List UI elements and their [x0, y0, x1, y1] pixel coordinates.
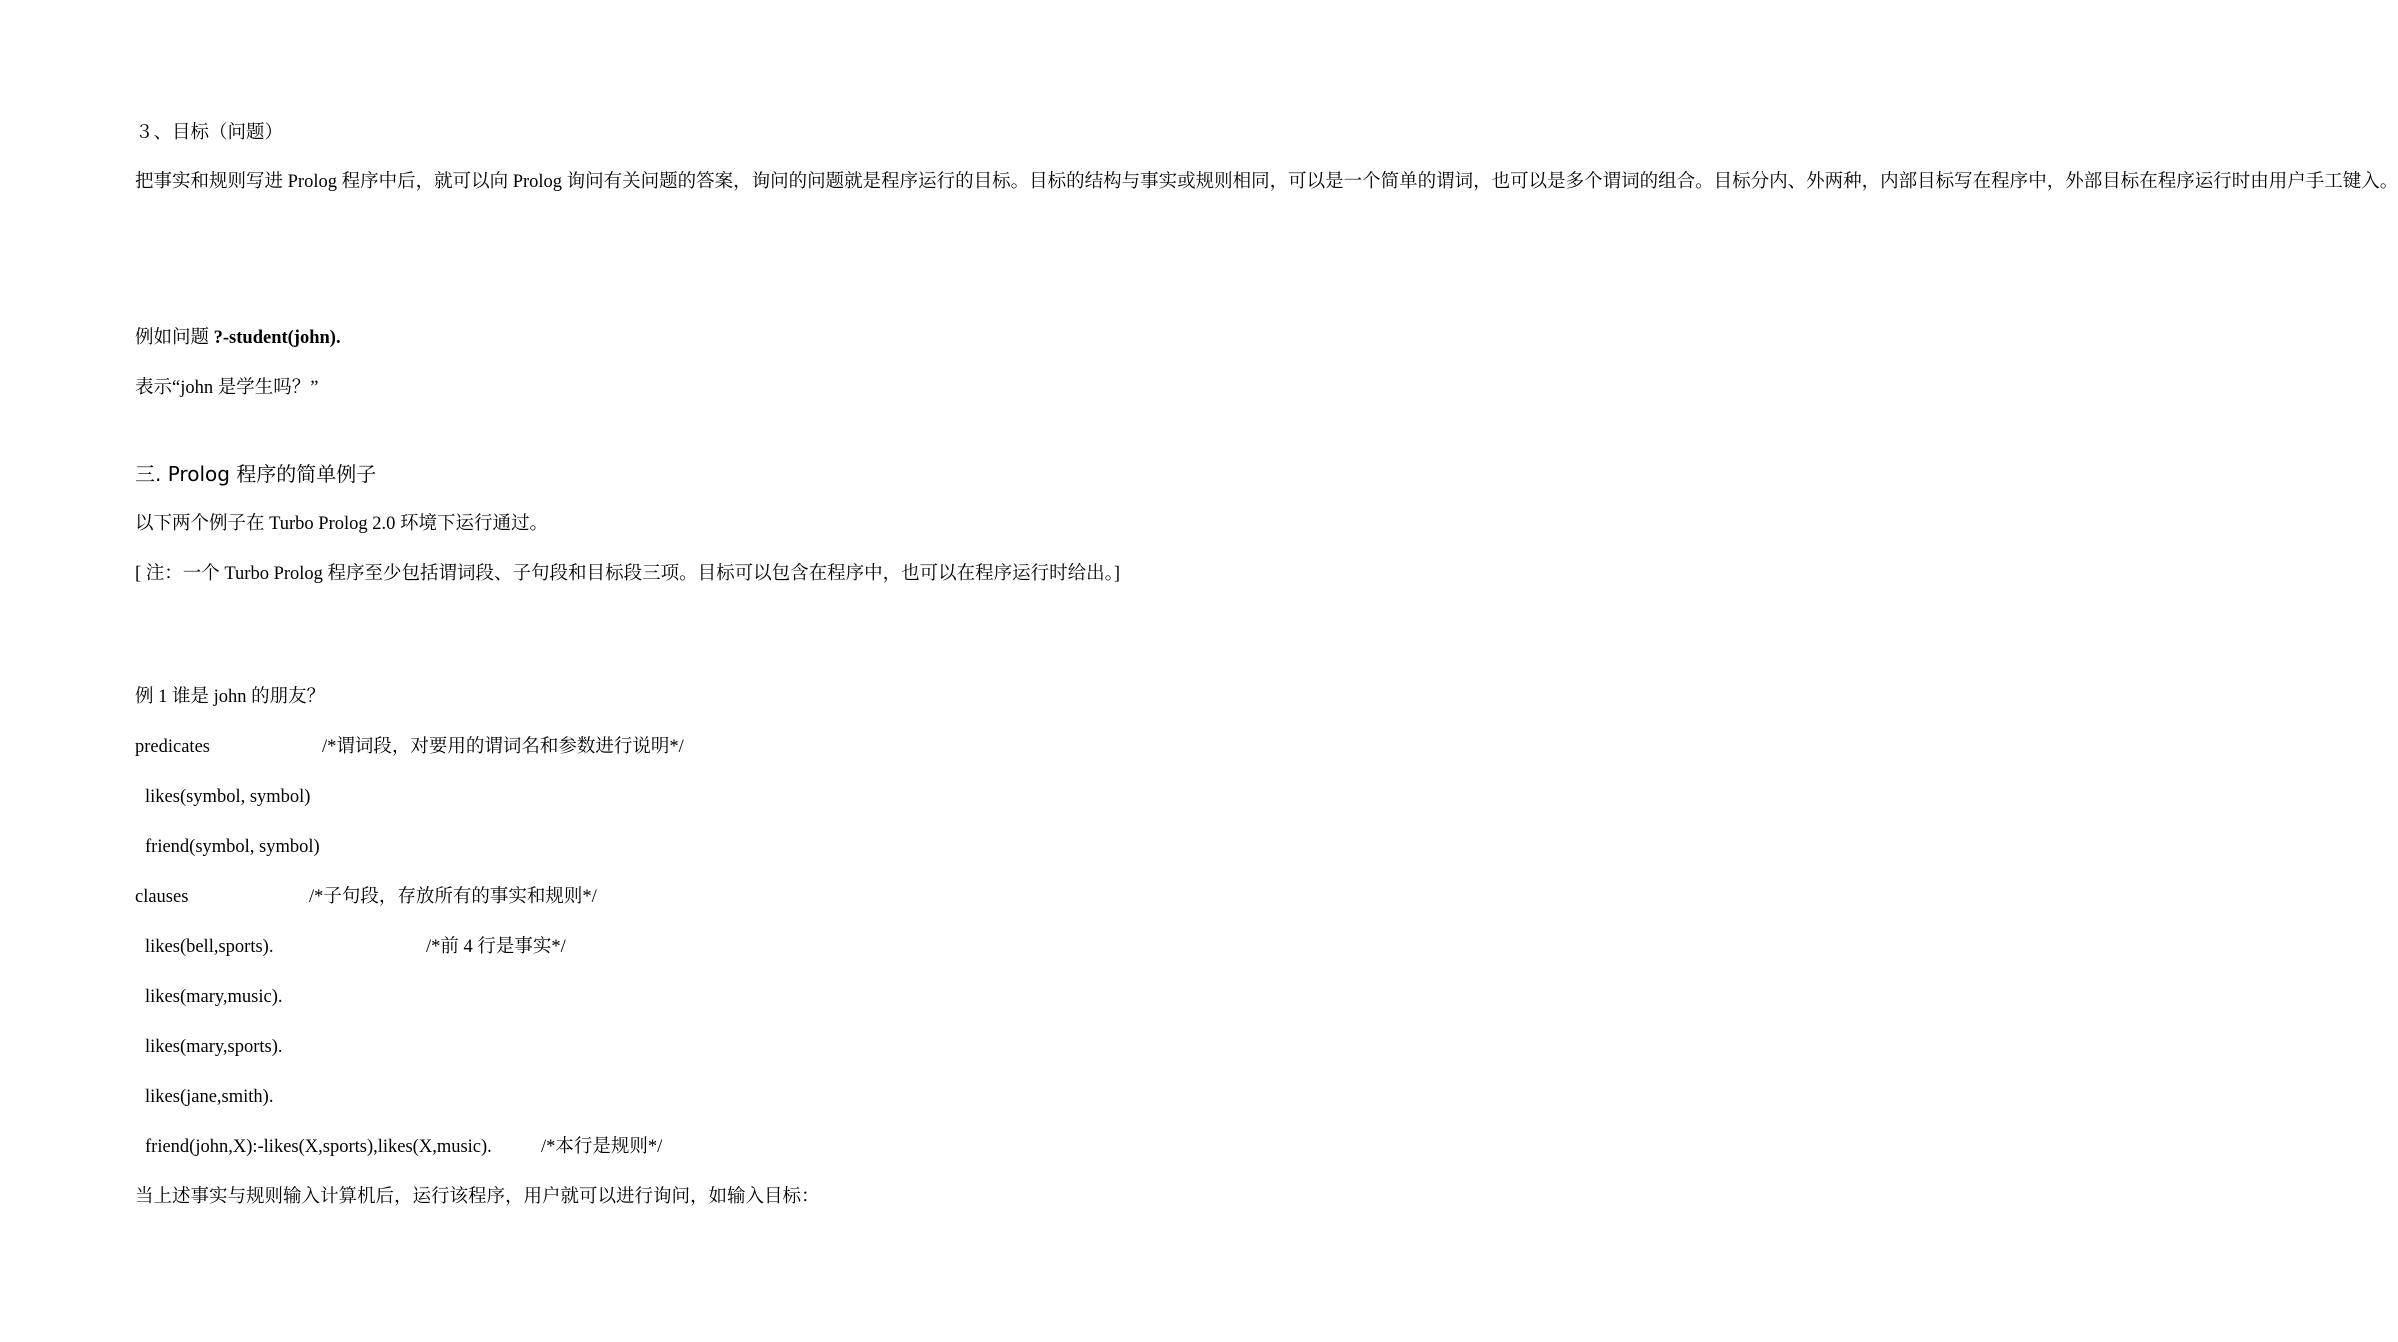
example-question-prefix: 例如问题	[135, 328, 214, 348]
code-clauses-keyword: clauses	[135, 887, 189, 907]
code-line-pred1: likes(symbol, symbol)	[145, 787, 311, 807]
example-question	[135, 329, 341, 348]
code-line-fact2: likes(mary,music).	[145, 987, 283, 1007]
example-question-code: ?-student(john).	[213, 328, 341, 348]
chapter-heading: 三. Prolog 程序的简单例子	[135, 462, 377, 486]
code-line-fact1: likes(bell,sports).	[145, 937, 274, 957]
closing-text: 当上述事实与规则输入计算机后，运行该程序，用户就可以进行询问，如输入目标：	[135, 1187, 820, 1207]
code-line-rule: friend(john,X):-likes(X,sports),likes(X,music).	[145, 1137, 492, 1157]
code-line-fact3: likes(mary,sports).	[145, 1037, 283, 1057]
example-title: 例 1 谁是 john 的朋友？	[135, 687, 326, 707]
code-comment-facts: /*前 4 行是事实*/	[426, 937, 566, 957]
code-line-pred2: friend(symbol, symbol)	[145, 837, 320, 857]
code-predicates-keyword: predicates	[135, 737, 210, 757]
section-heading: ３、目标（问题）	[135, 123, 284, 143]
note-paragraph: [ 注：一个 Turbo Prolog 程序至少包括谓词段、子句段和目标段三项。目标可以包含在程序中，也可以在程序运行时给出。]	[135, 564, 1120, 584]
intro-text: 以下两个例子在 Turbo Prolog 2.0 环境下运行通过。	[135, 514, 549, 534]
code-comment-clauses: /*子句段，存放所有的事实和规则*/	[309, 887, 597, 907]
code-comment-rule: /*本行是规则*/	[541, 1137, 663, 1157]
question-meaning: 表示“john 是学生吗？”	[135, 378, 319, 398]
goal-paragraph: 把事实和规则写进 Prolog 程序中后，就可以向 Prolog 询问有关问题的答案，询问的问题就是程序运行的目标。目标的结构与事实或规则相同，可以是一个简单的谓词，也可以是多个谓词的组合。目标分内、外两种，内部目标写在程序中，外部目标在程序运行时由用户手工键入。	[135, 172, 2398, 192]
code-line-fact4: likes(jane,smith).	[145, 1087, 274, 1107]
code-comment-predicates: /*谓词段，对要用的谓词名和参数进行说明*/	[322, 737, 684, 757]
